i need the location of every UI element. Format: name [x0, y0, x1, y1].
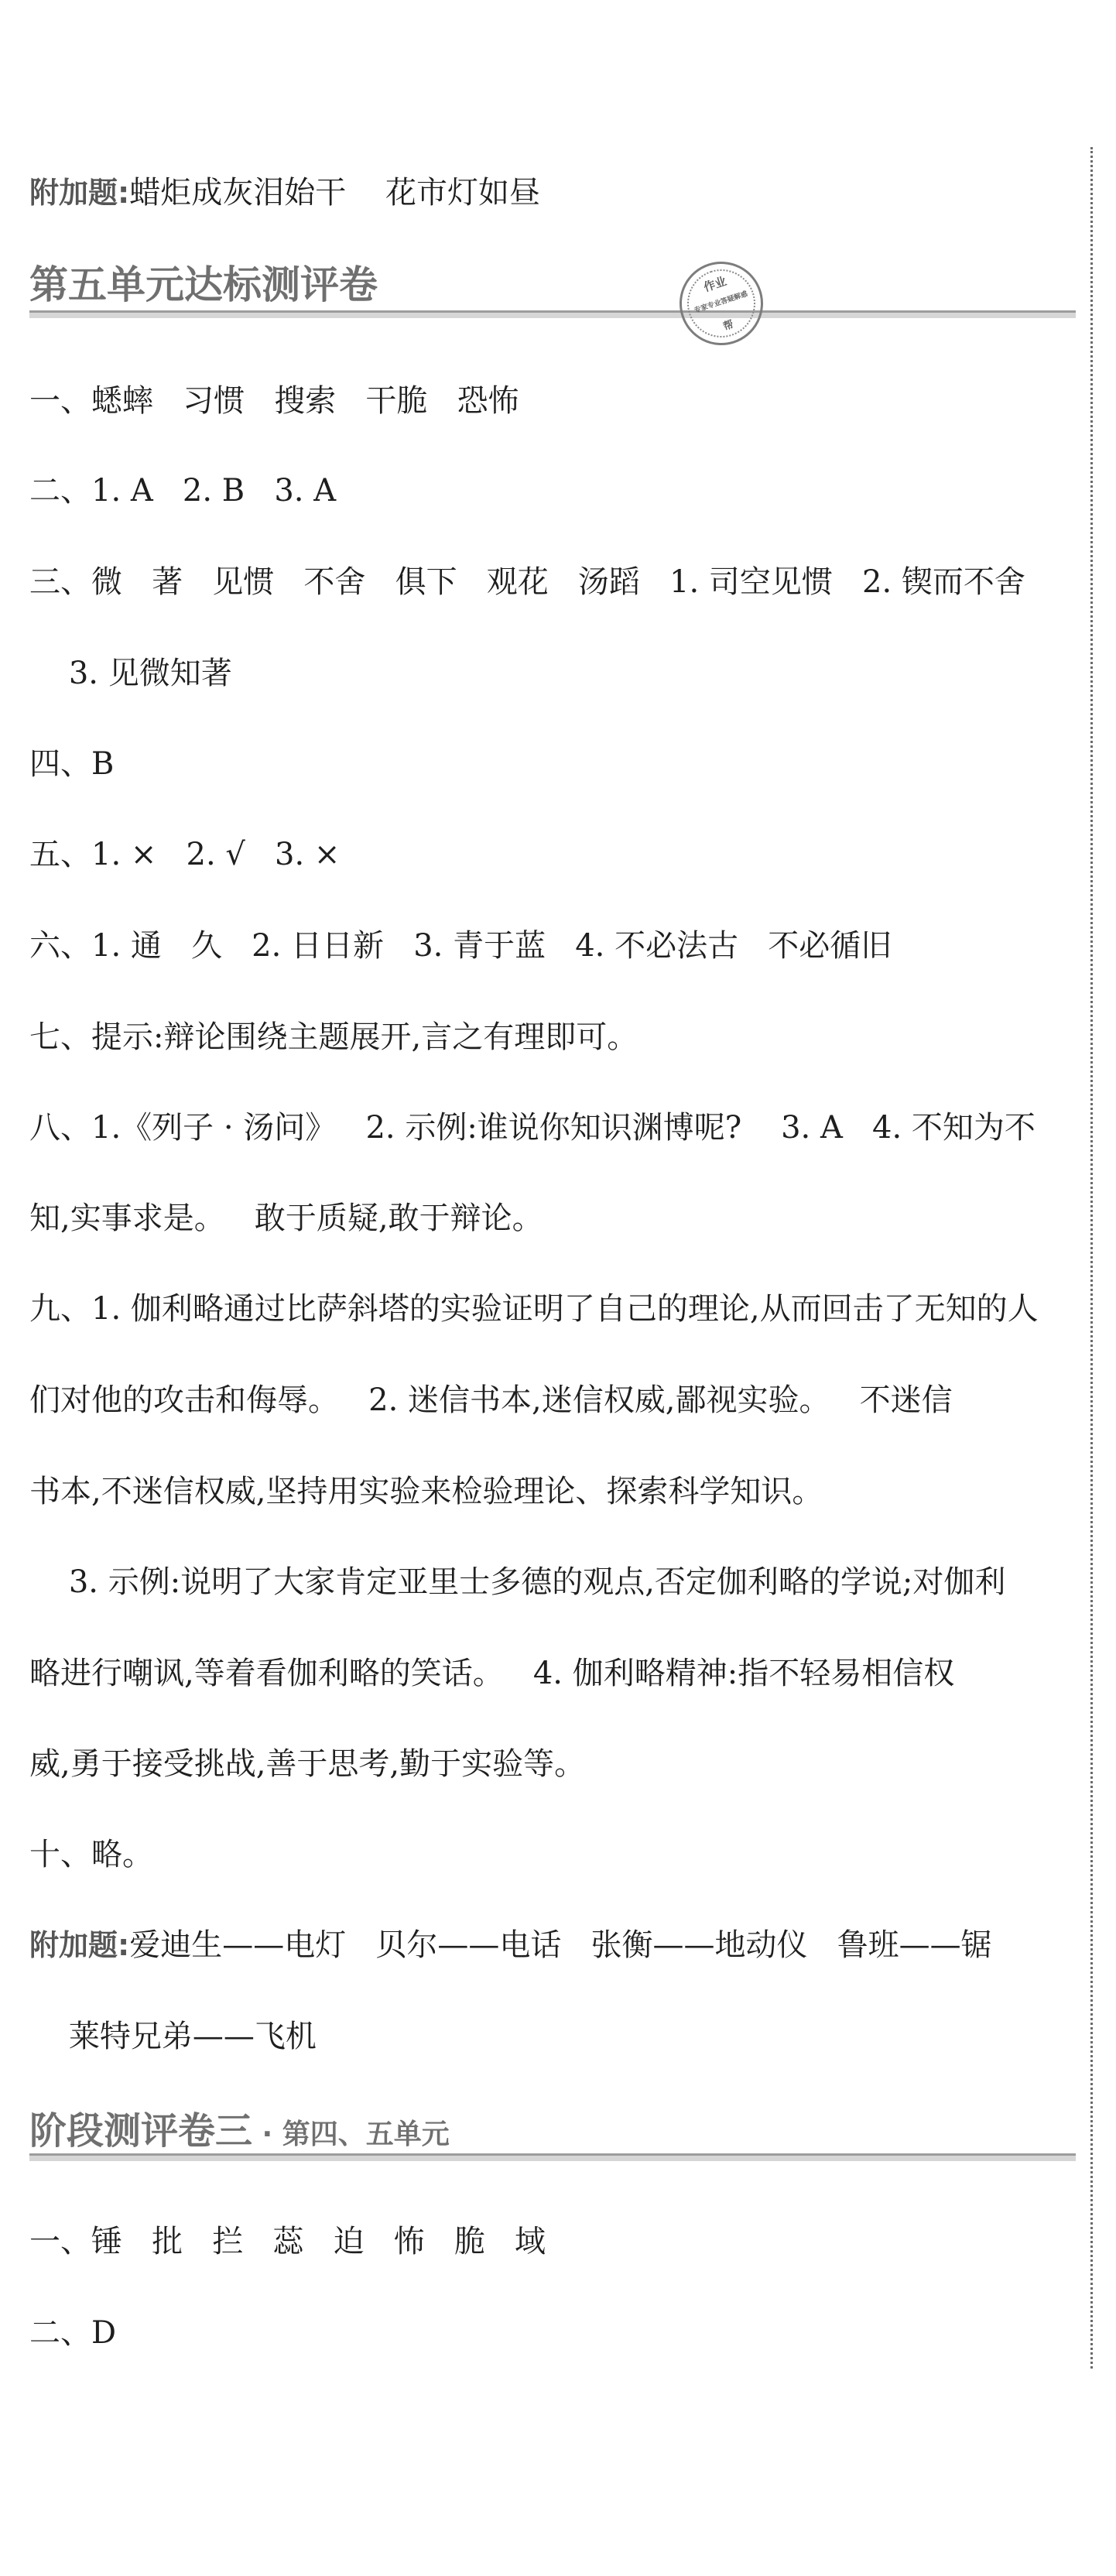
answer-line: 书本,不迷信权威,坚持用实验来检验理论、探索科学知识。 [29, 1474, 823, 1509]
extra-question-answer: 爱迪生——电灯 贝尔——电话 张衡——地动仪 鲁班——锯 [129, 1927, 992, 1963]
answer-line: 一、锤 批 拦 蕊 迫 怖 脆 域 [29, 2224, 546, 2259]
answer-line: 三、微 著 见惯 不舍 俱下 观花 汤蹈 1. 司空见惯 2. 锲而不舍 [29, 564, 1025, 600]
answer-line: 十、略。 [29, 1837, 153, 1872]
stamp-text-middle: 专家专业答疑解惑 [693, 290, 749, 315]
page-margin-dotted-line [1090, 147, 1093, 2369]
answer-line: 四、B [29, 746, 115, 782]
extra-question-top [29, 174, 540, 211]
answer-line: 3. 见微知著 [29, 656, 232, 691]
answer-line: 威,勇于接受挑战,善于思考,勤于实验等。 [29, 1746, 586, 1782]
answer-line: 二、1. A 2. B 3. A [29, 473, 337, 509]
answer-line: 知,实事求是。 敢于质疑,敢于辩论。 [29, 1201, 543, 1236]
answer-line: 们对他的攻击和侮辱。 2. 迷信书本,迷信权威,鄙视实验。 不迷信 [29, 1382, 953, 1418]
extra-question-unit5-continued: 莱特兄弟——飞机 [29, 2019, 317, 2054]
section-title-underline [29, 2153, 1076, 2161]
extra-question-unit5 [29, 1927, 992, 1964]
extra-question-label: 附加题: [29, 1928, 130, 1962]
section-title-stage-test-3 [29, 2108, 450, 2157]
section-title-unit5: 第五单元达标测评卷 [29, 262, 378, 307]
answer-line: 二、D [29, 2315, 117, 2351]
answer-line: 七、提示:辩论围绕主题展开,言之有理即可。 [29, 1019, 638, 1055]
section-subtitle: · 第四、五单元 [252, 2119, 450, 2150]
answer-line: 3. 示例:说明了大家肯定亚里士多德的观点,否定伽利略的学说;对伽利 [29, 1564, 1006, 1600]
answer-line: 略进行嘲讽,等着看伽利略的笑话。 4. 伽利略精神:指不轻易相信权 [29, 1656, 955, 1691]
extra-question-label: 附加题: [29, 176, 130, 210]
answer-line: 九、1. 伽利略通过比萨斜塔的实验证明了自己的理论,从而回击了无知的人 [29, 1291, 1039, 1327]
extra-question-answer: 蜡炬成灰泪始干 花市灯如昼 [129, 175, 541, 211]
answer-line: 五、1. × 2. √ 3. × [29, 837, 341, 872]
answer-line: 八、1.《列子 · 汤问》 2. 示例:谁说你知识渊博呢? 3. A 4. 不知为不 [29, 1110, 1036, 1146]
answer-line: 六、1. 通 久 2. 日日新 3. 青于蓝 4. 不必法古 不必循旧 [29, 928, 892, 964]
section-title-underline [29, 310, 1076, 318]
homework-helper-stamp [669, 251, 774, 356]
stamp-text-bottom: 帮 [721, 318, 735, 334]
answer-line: 一、蟋蟀 习惯 搜索 干脆 恐怖 [29, 383, 519, 419]
section-title-text: 阶段测评卷三 [29, 2109, 253, 2153]
stamp-text-top: 作业 [701, 274, 729, 295]
